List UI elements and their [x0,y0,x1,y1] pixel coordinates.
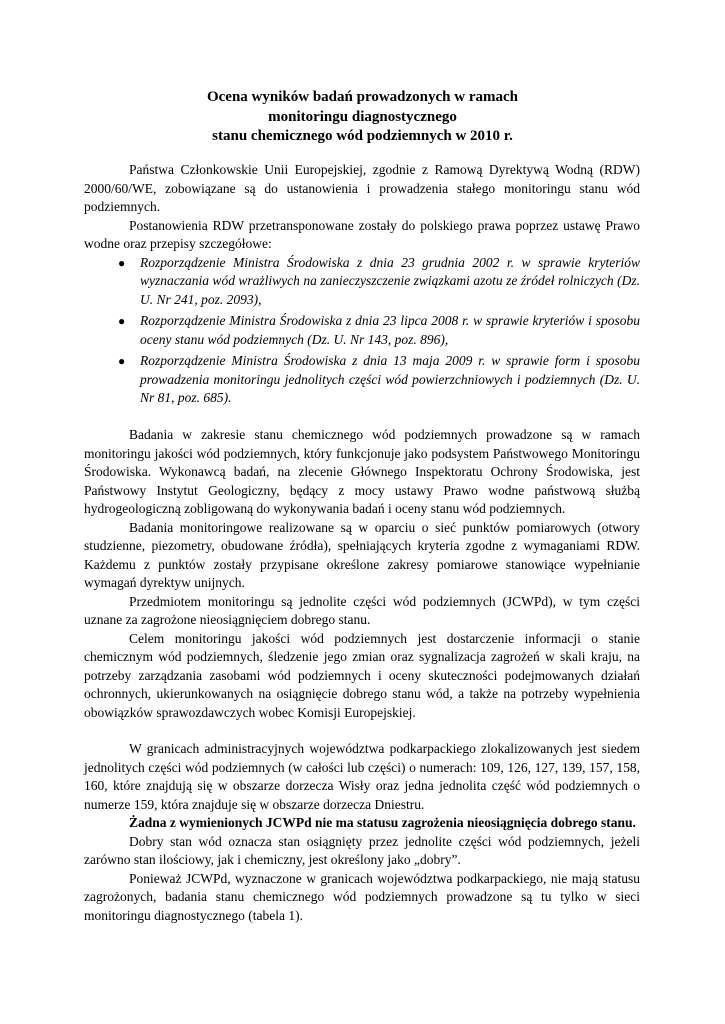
title-line-2: monitoringu diagnostycznego [268,108,457,125]
region-paragraph: W granicach administracyjnych województwa podkarpackiego zlokalizowanych jest siedem jednolitych części wód podziemnych (w całości lub części) o numerach: 109, 126, 127, 139, 157, 158, 160, które znajdują się w obszarze dorzecza Wisły oraz jedna jednolita część wód podziemnych o numerze 159, która znajduje się w obszarze dorzecza Dniestru. [84,741,640,812]
document-title [0,88,725,147]
regulation-text-1: Rozporządzenie Ministra Środowiska z dnia 23 grudnia 2002 r. w sprawie kryteriów wyznaczania wód wrażliwych na zanieczyszczenie związkami azotu ze źródeł rolniczych (Dz. U. Nr 241, poz. 2093), [140,254,640,307]
regulation-item-2 [84,312,640,349]
closing-paragraph-1: Dobry stan wód oznacza stan osiągnięty przez jednolite części wód podziemnych, jeżeli zarówno stan ilościowy, jak i chemiczny, jest określony jako „dobry”. [84,833,640,867]
regulations-list [84,254,640,408]
monitoring-paragraph-3: Przedmiotem monitoringu są jednolite części wód podziemnych (JCWPd), w tym części uznane za zagrożone nieosiągnięciem dobrego stanu. [84,593,640,627]
monitoring-paragraph-1: Badania w zakresie stanu chemicznego wód podziemnych prowadzone są w ramach monitoringu jakości wód podziemnych, który funkcjonuje jako podsystem Państwowego Monitoringu Środowiska. Wykonawcą badań, na zlecenie Głównego Inspektoratu Ochrony Środowiska, jest Państwowy Instytut Geologiczny, będący z mocy ustawy Prawo wodne państwową służbą hydrogeologiczną zobligowaną do wykonywania badań i oceny stanu wód podziemnych. [84,427,640,516]
regulation-item-3 [84,352,640,408]
title-line-3: stanu chemicznego wód podziemnych w 2010 r. [212,128,513,144]
closing-paragraph-2: Ponieważ JCWPd, wyznaczone w granicach województwa podkarpackiego, nie mają statusu zagrożonych, badania stanu chemicznego wód podziemnych prowadzone są tu tylko w sieci monitoringu diagnostycznego (tabela 1). [84,870,640,923]
bullet-icon: ● [118,255,126,270]
bold-statement: Żadna z wymienionych JCWPd nie ma statusu zagrożenia nieosiągnięcia dobrego stanu. [129,815,636,830]
bullet-icon: ● [118,354,126,368]
monitoring-paragraph-4: Celem monitoringu jakości wód podziemnych jest dostarczenie informacji o stanie chemicznym wód podziemnych, śledzenie jego zmian oraz sygnalizacja zagrożeń w skali kraju, na potrzeby zarządzania zasobami wód podziemnych i oceny skuteczności podejmowanych działań ochronnych, ukierunkowanych na osiągnięcie dobrego stanu wód, a także na potrzeby wypełnienia obowiązków sprawozdawczych wobec Komisji Europejskiej. [84,630,640,720]
monitoring-paragraph-2: Badania monitoringowe realizowane są w oparciu o sieć punktów pomiarowych (otwory studzienne, piezometry, obudowane źródła), spełniających kryteria zgodne z wymaganiami RDW. Każdemu z punktów zostały przypisane określone zakresy pomiarowe stanowiące wypełnianie wymagań dyrektyw unijnych. [84,519,640,590]
title-line-1: Ocena wyników badań prowadzonych w ramach [206,89,518,105]
regulation-text-2: Rozporządzenie Ministra Środowiska z dnia 23 lipca 2008 r. w sprawie kryteriów i sposobu oceny stanu wód podziemnych (Dz. U. Nr 143, poz. 896), [140,313,640,347]
intro-paragraph-1: Państwa Członkowskie Unii Europejskiej, zgodnie z Ramową Dyrektywą Wodną (RDW) 2000/60/WE, zobowiązane są do ustanowienia i prowadzenia stałego monitoringu stanu wód podziemnych. [84,162,640,214]
bullet-icon: ● [118,314,126,328]
document-body [84,161,640,925]
intro-paragraph-2: Postanowienia RDW przetransponowane zostały do polskiego prawa poprzez ustawę Prawo wodne oraz przepisy szczegółowe: [84,217,640,251]
regulation-item-1 [84,254,640,310]
regulation-text-3: Rozporządzenie Ministra Środowiska z dnia 13 maja 2009 r. w sprawie form i sposobu prowadzenia monitoringu jednolitych części wód powierzchniowych i podziemnych (Dz. U. Nr 81, poz. 685). [140,353,640,405]
